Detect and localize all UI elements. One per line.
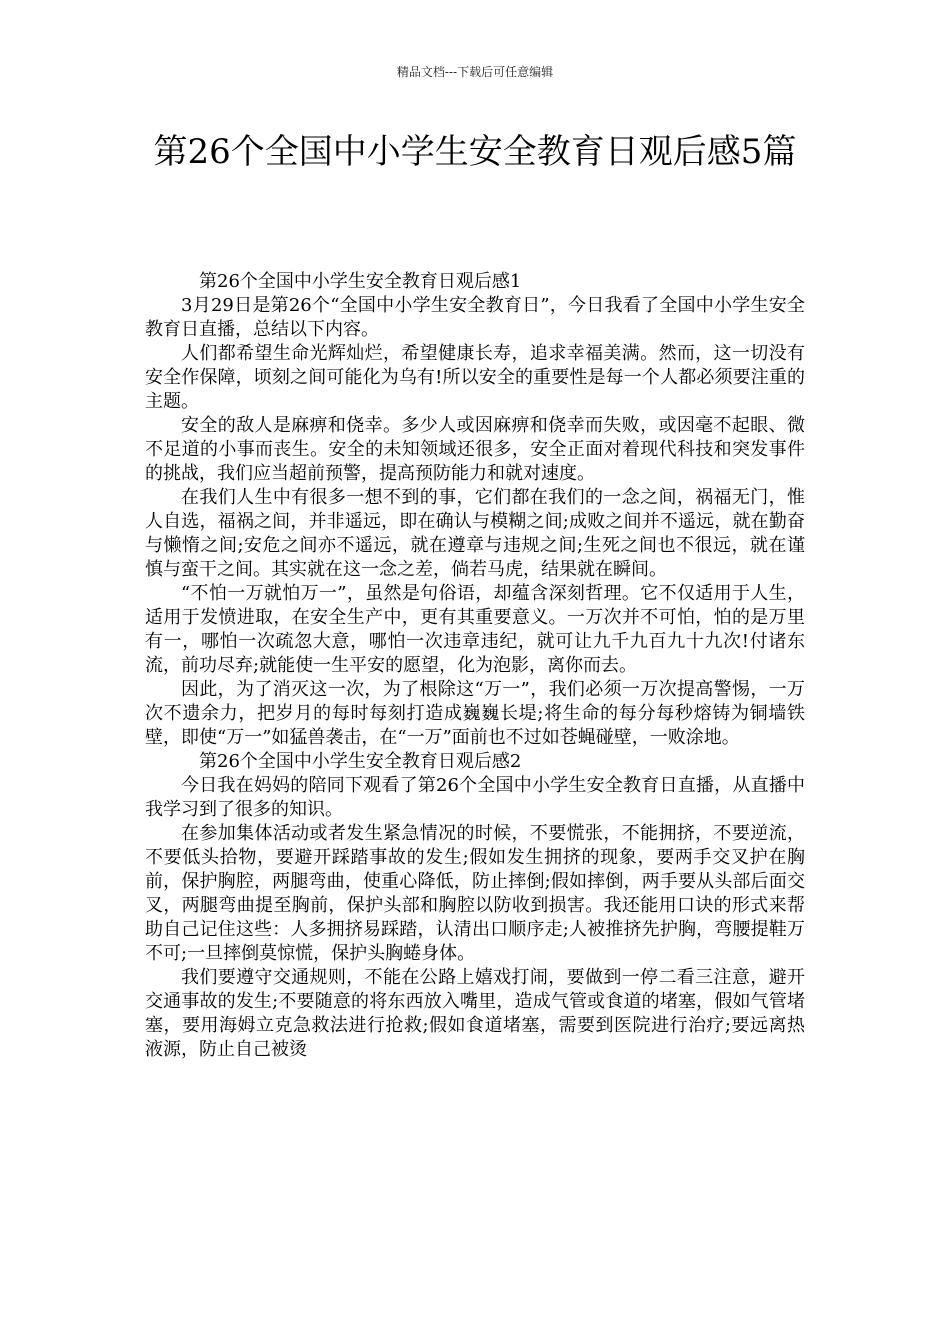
paragraph: 安全的敌人是麻痹和侥幸。多少人或因麻痹和侥幸而失败，或因毫不起眼、微不足道的小事而丧生。安全的未知领域还很多，安全正面对着现代科技和突发事件的挑战，我们应当超前预警，提高预防能力和就对速度。	[145, 415, 805, 484]
document-body	[145, 270, 805, 1062]
section-heading: 第26个全国中小学生安全教育日观后感2	[199, 751, 522, 772]
paragraph: 因此，为了消灭这一次，为了根除这“万一”，我们必须一万次提高警惕，一万次不遗余力，把岁月的每时每刻打造成巍巍长堤;将生命的每分每秒熔铸为铜墙铁壁，即使“万一”如猛兽袭击，在“一万”面前也不过如苍蝇碰壁，一败涂地。	[145, 679, 805, 748]
paragraph: 人们都希望生命光辉灿烂，希望健康长寿，追求幸福美满。然而，这一切没有安全作保障，顷刻之间可能化为乌有!所以安全的重要性是每一个人都必须要注重的主题。	[145, 343, 805, 412]
paragraph: “不怕一万就怕万一”，虽然是句俗语，却蕴含深刻哲理。它不仅适用于人生，适用于发愤进取，在安全生产中，更有其重要意义。一万次并不可怕，怕的是万里有一，哪怕一次疏忽大意，哪怕一次违章违纪，就可让九千九百九十九次!付诸东流，前功尽弃;就能使一生平安的愿望，化为泡影，离你而去。	[145, 583, 805, 676]
document-title: 第26个全国中小学生安全教育日观后感5篇	[153, 132, 797, 172]
header-note: 精品文档---下载后可任意编辑	[396, 65, 554, 79]
paragraph: 今日我在妈妈的陪同下观看了第26个全国中小学生安全教育日直播，从直播中我学习到了很多的知识。	[145, 775, 805, 820]
paragraph: 我们要遵守交通规则，不能在公路上嬉戏打闹，要做到一停二看三注意，避开交通事故的发生;不要随意的将东西放入嘴里，造成气管或食道的堵塞，假如气管堵塞，要用海姆立克急救法进行抢救;假如食道堵塞，需要到医院进行治疗;要远离热液源，防止自己被烫	[145, 967, 805, 1060]
section-heading: 第26个全国中小学生安全教育日观后感1	[199, 271, 522, 292]
paragraph: 在我们人生中有很多一想不到的事，它们都在我们的一念之间，祸福无门，惟人自选，福祸之间，并非遥远，即在确认与模糊之间;成败之间并不遥远，就在勤奋与懒惰之间;安危之间亦不遥远，就在遵章与违规之间;生死之间也不很远，就在谨慎与蛮干之间。其实就在这一念之差，倘若马虎，结果就在瞬间。	[145, 487, 805, 580]
paragraph: 3月29日是第26个“全国中小学生安全教育日”，今日我看了全国中小学生安全教育日直播，总结以下内容。	[145, 295, 805, 340]
paragraph: 在参加集体活动或者发生紧急情况的时候，不要慌张，不能拥挤，不要逆流，不要低头拾物，要避开踩踏事故的发生;假如发生拥挤的现象，要两手交叉护在胸前，保护胸腔，两腿弯曲，使重心降低，防止摔倒;假如摔倒，两手要从头部后面交叉，两腿弯曲提至胸前，保护头部和胸腔以防收到损害。我还能用口诀的形式来帮助自己记住这些：人多拥挤易踩踏，认清出口顺序走;人被推挤先护胸，弯腰提鞋万不可;一旦摔倒莫惊慌，保护头胸蜷身体。	[145, 823, 805, 964]
